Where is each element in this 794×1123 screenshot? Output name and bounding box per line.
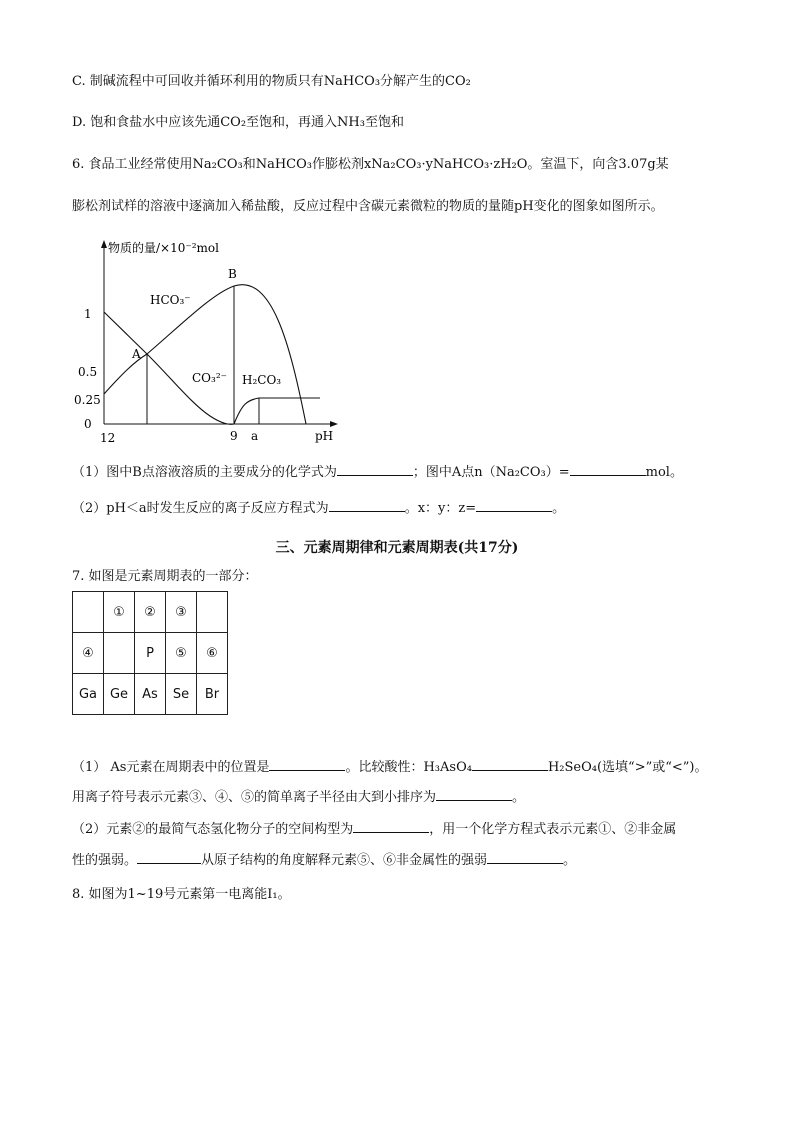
q6-sub2-text-a: （2）pH＜a时发生反应的离子反应方程式为	[72, 501, 329, 516]
q7-s1-text-d: 用离子符号表示元素③、④、⑤的简单离子半径由大到小排序为	[72, 790, 437, 805]
q7-stem: 7. 如图是元素周期表的一部分：	[72, 569, 258, 584]
h2co3-series-label: H₂CO₃	[242, 373, 282, 387]
co3-curve	[104, 312, 234, 424]
x-tick-9: 9	[230, 429, 238, 443]
q8-stem: 8. 如图为1~19号元素第一电离能I₁。	[72, 887, 291, 902]
x-tick-a: a	[251, 429, 259, 443]
answer-blank-ionic-equation[interactable]	[329, 499, 405, 512]
q6-stem-line2: 膨松剂试样的溶液中逐滴加入稀盐酸，反应过程中含碳元素微粒的物质的量随pH变化的图象如图所示。	[72, 199, 664, 214]
x-axis-arrow	[330, 421, 338, 427]
table-cell	[104, 633, 135, 674]
y-axis-label: 物质的量/×10⁻²mol	[108, 241, 219, 255]
table-cell: ⑥	[197, 633, 228, 674]
q7-s2-text-a: （2）元素②的最简气态氢化物分子的空间构型为	[72, 822, 354, 837]
answer-blank-molecular-shape[interactable]	[353, 820, 429, 833]
q7-sub2-line2	[72, 851, 576, 870]
q7-s2-text-c: 性的强弱。	[72, 853, 138, 868]
q7-s1-text-e: 。	[512, 790, 526, 805]
q6-sub2	[72, 499, 565, 518]
table-row	[73, 674, 228, 715]
point-a-label: A	[132, 347, 141, 361]
q5-option-d: D. 饱和食盐水中应该先通CO₂至饱和，再通入NH₃至饱和	[72, 115, 404, 130]
q6-sub1	[72, 463, 683, 482]
q6-sub2-text-b: 。x：y：z=	[404, 501, 477, 516]
q7-sub2-line1	[72, 820, 676, 839]
table-cell: ⑤	[166, 633, 197, 674]
hco3-series-label: HCO₃⁻	[150, 293, 191, 307]
q5-option-c: C. 制碱流程中可回收并循环利用的物质只有NaHCO₃分解产生的CO₂	[72, 74, 471, 89]
table-cell: Ge	[104, 674, 135, 715]
y-tick-0.25: 0.25	[74, 393, 101, 407]
y-tick-0.5: 0.5	[78, 365, 98, 379]
answer-blank-ratio[interactable]	[476, 499, 552, 512]
table-cell: Se	[166, 674, 197, 715]
q7-sub1-line2	[72, 788, 525, 807]
answer-blank-b-solute[interactable]	[337, 463, 413, 476]
q7-s2-text-b: ，用一个化学方程式表示元素①、②非金属	[429, 822, 677, 837]
q7-s2-text-e: 。	[563, 853, 577, 868]
table-cell: Br	[197, 674, 228, 715]
q6-sub1-text-a: （1）图中B点溶液溶质的主要成分的化学式为	[72, 465, 337, 480]
answer-blank-acidity-compare[interactable]	[472, 758, 548, 771]
section-3-title: 三、元素周期律和元素周期表(共17分)	[275, 540, 519, 556]
table-cell: Ga	[73, 674, 104, 715]
q7-s1-text-a: （1） As元素在周期表中的位置是	[72, 760, 270, 775]
answer-blank-as-position[interactable]	[269, 758, 345, 771]
co3-series-label: CO₃²⁻	[192, 371, 227, 385]
q7-s1-text-b: 。比较酸性：H₃AsO₄	[345, 760, 472, 775]
table-cell: As	[135, 674, 166, 715]
x-tick-12: 12	[100, 431, 116, 444]
h2co3-curve	[234, 398, 320, 424]
table-cell: ③	[166, 592, 197, 633]
carbon-species-chart	[72, 234, 342, 444]
y-tick-1: 1	[84, 307, 92, 321]
q6-sub1-text-b: ；图中A点n（Na₂CO₃）=	[412, 465, 570, 480]
q7-sub1-line1	[72, 758, 707, 777]
answer-blank-a-amount[interactable]	[570, 463, 646, 476]
y-axis-arrow	[101, 240, 107, 248]
q6-sub2-text-c: 。	[552, 501, 566, 516]
table-cell: ④	[73, 633, 104, 674]
table-cell	[73, 592, 104, 633]
y-tick-0: 0	[84, 417, 92, 431]
q6-stem-line1: 6. 食品工业经常使用Na₂CO₃和NaHCO₃作膨松剂xNa₂CO₃·yNaHCO₃·zH₂O。室温下，向含3.07g某	[72, 157, 669, 172]
answer-blank-explanation[interactable]	[487, 851, 563, 864]
table-cell: ①	[104, 592, 135, 633]
table-row	[73, 633, 228, 674]
table-cell: ②	[135, 592, 166, 633]
answer-blank-ion-radius[interactable]	[436, 788, 512, 801]
table-row	[73, 592, 228, 633]
point-b-label: B	[228, 267, 237, 281]
q6-sub1-text-c: mol。	[645, 465, 683, 480]
answer-blank-equation[interactable]	[137, 851, 201, 864]
table-cell	[197, 592, 228, 633]
x-axis-label: pH	[315, 429, 334, 443]
periodic-table-fragment	[72, 591, 228, 715]
q7-s2-text-d: 从原子结构的角度解释元素⑤、⑥非金属性的强弱	[201, 853, 488, 868]
table-cell: P	[135, 633, 166, 674]
q7-s1-text-c: H₂SeO₄(选填“>”或“<”)。	[547, 760, 708, 775]
